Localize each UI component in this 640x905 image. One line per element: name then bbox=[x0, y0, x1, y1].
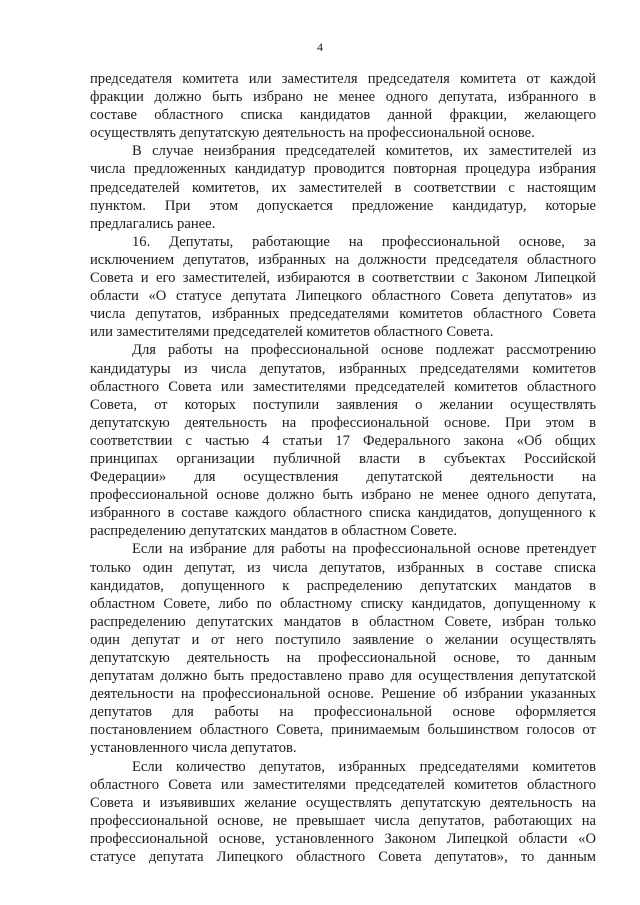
text-line: составе областного списка кандидатов данной фракции, желающего bbox=[90, 107, 596, 124]
text-line: В случае неизбрания председателей комитетов, их заместителей из bbox=[132, 143, 596, 160]
text-line: числа депутатов, избранных председателями комитетов областного Совета bbox=[90, 306, 596, 323]
text-line: профессиональной основе должно быть избрано не менее одного депутата, bbox=[90, 487, 596, 504]
text-line: один депутат и от него поступило заявление о желании осуществлять bbox=[90, 631, 596, 648]
text-line: депутатскую деятельность на профессиональной основе, то данным bbox=[90, 650, 596, 666]
paragraph bbox=[90, 341, 596, 540]
text-line: распределению депутатских мандатов в областном Совете. bbox=[90, 523, 458, 540]
text-line: Федерации» для осуществления депутатской деятельности на bbox=[90, 469, 596, 486]
text-line: профессиональной основе, установленного Законом Липецкой области «О bbox=[90, 830, 596, 847]
text-line: избранного в составе каждого областного списка кандидатов, допущенного к bbox=[90, 505, 596, 522]
text-line: исключением депутатов, избранных на должности председателя областного bbox=[90, 251, 596, 268]
text-line: кандидатуры из числа депутатов, избранных председателями комитетов bbox=[90, 360, 596, 377]
text-line: установленного числа депутатов. bbox=[90, 740, 297, 757]
text-line: депутатскую деятельность на профессиональной основе. При этом в bbox=[90, 414, 596, 431]
paragraph bbox=[90, 142, 596, 232]
text-line: распределению депутатских мандатов в областном Совете, избран только bbox=[90, 613, 596, 630]
text-line: председателя комитета или заместителя председателя комитета от каждой bbox=[90, 71, 596, 87]
text-line: Если на избрание для работы на профессиональной основе претендует bbox=[132, 541, 596, 558]
text-line: областного Совета или заместителями председателей комитетов областного bbox=[90, 776, 596, 793]
text-line: соответствии с частью 4 статьи 17 Федерального закона «Об общих bbox=[90, 432, 596, 449]
text-line: осуществлять депутатскую деятельность на профессиональной основе. bbox=[90, 125, 535, 142]
text-line: фракции должно быть избрано не менее одного депутата, избранного в bbox=[90, 89, 596, 106]
text-line: или заместителями председателей комитетов областного Совета. bbox=[90, 324, 494, 341]
text-line: депутатам должно быть предоставлено право для осуществления депутатской bbox=[90, 668, 596, 685]
text-line: Для работы на профессиональной основе подлежат рассмотрению bbox=[132, 342, 596, 359]
paragraph bbox=[90, 70, 596, 142]
text-line: области «О статусе депутата Липецкого областного Совета депутатов» из bbox=[90, 288, 596, 305]
paragraph bbox=[90, 758, 596, 867]
text-line: председателей комитетов, их заместителей в соответствии с настоящим bbox=[90, 179, 596, 196]
text-line: кандидатов, допущенного к распределению депутатских мандатов в bbox=[90, 577, 596, 594]
page-number: 4 bbox=[317, 40, 323, 54]
text-line: депутатов для работы на профессиональной основе оформляется bbox=[90, 704, 596, 721]
text-line: областного Совета или заместителями председателей комитетов областного bbox=[90, 378, 596, 395]
text-line: статусе депутата Липецкого областного Совета депутатов», то данным bbox=[90, 849, 596, 866]
text-line: предлагались ранее. bbox=[90, 215, 216, 232]
text-line: Совета, от которых поступили заявления о желании осуществлять bbox=[90, 396, 596, 413]
paragraph bbox=[90, 233, 596, 342]
text-line: пунктом. При этом допускается предложение кандидатур, которые bbox=[90, 197, 596, 214]
text-line: 16. Депутаты, работающие на профессиональной основе, за bbox=[132, 233, 596, 250]
text-line: Совета и изъявивших желание осуществлять депутатскую деятельность на bbox=[90, 794, 596, 811]
text-line: профессиональной основе, не превышает числа депутатов, работающих на bbox=[90, 812, 596, 829]
paragraph bbox=[90, 540, 596, 757]
text-line: деятельности на профессиональной основе. Решение об избрании указанных bbox=[90, 686, 596, 703]
text-line: числа предложенных кандидатур проводится повторная процедура избрания bbox=[90, 161, 596, 178]
text-line: Совета и его заместителей, избираются в соответствии с Законом Липецкой bbox=[90, 270, 596, 287]
text-line: Если количество депутатов, избранных председателями комитетов bbox=[132, 758, 596, 775]
document-body bbox=[90, 70, 596, 866]
text-line: только один депутат, из числа депутатов, избранных в составе списка bbox=[90, 559, 596, 576]
text-line: постановлением областного Совета, принимаемым большинством голосов от bbox=[90, 722, 596, 739]
text-line: принципах организации публичной власти в субъектах Российской bbox=[90, 450, 596, 467]
text-line: областном Совете, либо по областному списку кандидатов, допущенному к bbox=[90, 595, 596, 612]
